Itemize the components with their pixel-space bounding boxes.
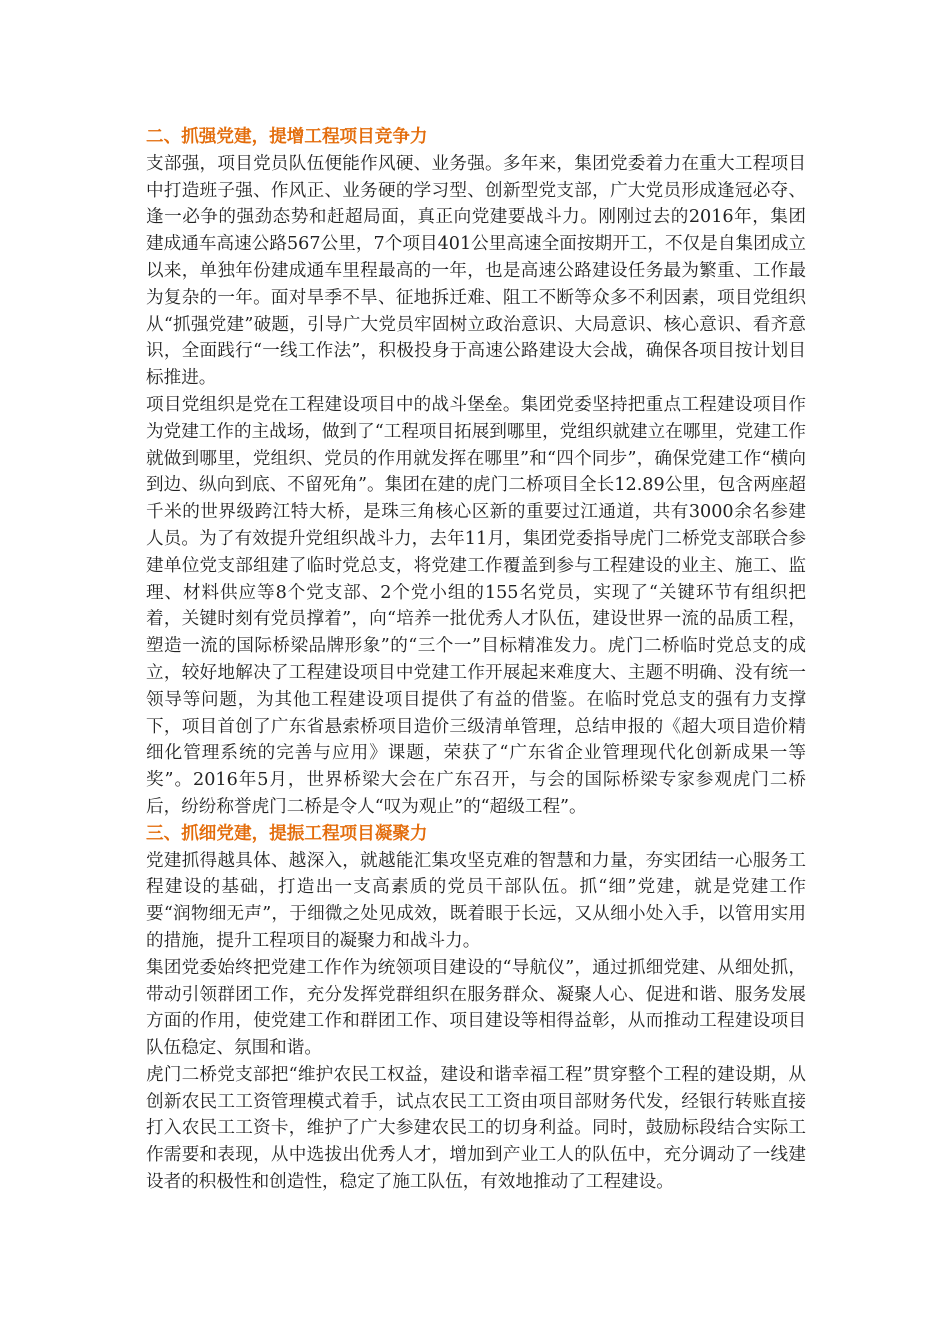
paragraph: 项目党组织是党在工程建设项目中的战斗堡垒。集团党委坚持把重点工程建设项目作为党建工作的主战场，做到了“工程项目拓展到哪里，党组织就建立在哪里，党建工作就做到哪里，党组织、党员的作用就发挥在哪里”和“四个同步”，确保党建工作“横向到边、纵向到底、不留死角”。集团在建的虎门二桥项目全长12.89公里，包含两座超千米的世界级跨江特大桥，是珠三角核心区新的重要过江通道，共有3000余名参建人员。为了有效提升党组织战斗力，去年11月，集团党委指导虎门二桥党支部联合参建单位党支部组建了临时党总支，将党建工作覆盖到参与工程建设的业主、施工、监理、材料供应等8个党支部、2个党小组的155名党员，实现了“关键环节有组织把着，关键时刻有党员撑着”，向“培养一批优秀人才队伍，建设世界一流的品质工程，塑造一流的国际桥梁品牌形象”的“三个一”目标精准发力。虎门二桥临时党总支的成立，较好地解决了工程建设项目中党建工作开展起来难度大、主题不明确、没有统一领导等问题，为其他工程建设项目提供了有益的借鉴。在临时党总支的强有力支撑下，项目首创了广东省悬索桥项目造价三级清单管理，总结申报的《超大项目造价精细化管理系统的完善与应用》课题，荣获了“广东省企业管理现代化创新成果一等奖”。2016年5月，世界桥梁大会在广东召开，与会的国际桥梁专家参观虎门二桥后，纷纷称誉虎门二桥是令人“叹为观止”的“超级工程”。 <box>146 394 806 817</box>
paragraph: 虎门二桥党支部把“维护农民工权益，建设和谐幸福工程”贯穿整个工程的建设期，从创新农民工工资管理模式着手，试点农民工工资由项目部财务代发，经银行转账直接打入农民工工资卡，维护了广大参建农民工的切身利益。同时，鼓励标段结合实际工作需要和表现，从中选拔出优秀人才，增加到产业工人的队伍中，充分调动了一线建设者的积极性和创造性，稳定了施工队伍，有效地推动了工程建设。 <box>146 1064 806 1193</box>
paragraph: 支部强，项目党员队伍便能作风硬、业务强。多年来，集团党委着力在重大工程项目中打造班子强、作风正、业务硬的学习型、创新型党支部，广大党员形成逢冠必夺、逢一必争的强劲态势和赶超局面，真正向党建要战斗力。刚刚过去的2016年，集团建成通车高速公路567公里，7个项目401公里高速全面按期开工，不仅是自集团成立以来，单独年份建成通车里程最高的一年，也是高速公路建设任务最为繁重、工作最为复杂的一年。面对旱季不旱、征地拆迁难、阻工不断等众多不利因素，项目党组织从“抓强党建”破题，引导广大党员牢固树立政治意识、大局意识、核心意识、看齐意识，全面践行“一线工作法”，积极投身于高速公路建设大会战，确保各项目按计划目标推进。 <box>146 153 806 389</box>
section-heading-3: 三、抓细党建，提振工程项目凝聚力 <box>146 823 428 844</box>
paragraph: 党建抓得越具体、越深入，就越能汇集攻坚克难的智慧和力量，夯实团结一心服务工程建设的基础，打造出一支高素质的党员干部队伍。抓“细”党建，就是党建工作要“润物细无声”，于细微之处见成效，既着眼于长远，又从细小处入手，以管用实用的措施，提升工程项目的凝聚力和战斗力。 <box>146 850 806 951</box>
section-heading-2: 二、抓强党建，提增工程项目竞争力 <box>146 127 428 147</box>
paragraph: 集团党委始终把党建工作作为统领项目建设的“导航仪”，通过抓细党建、从细处抓，带动引领群团工作，充分发挥党群组织在服务群众、凝聚人心、促进和谐、服务发展方面的作用，使党建工作和群团工作、项目建设等相得益彰，从而推动工程建设项目队伍稳定、氛围和谐。 <box>146 957 806 1059</box>
document-page <box>146 124 806 1196</box>
